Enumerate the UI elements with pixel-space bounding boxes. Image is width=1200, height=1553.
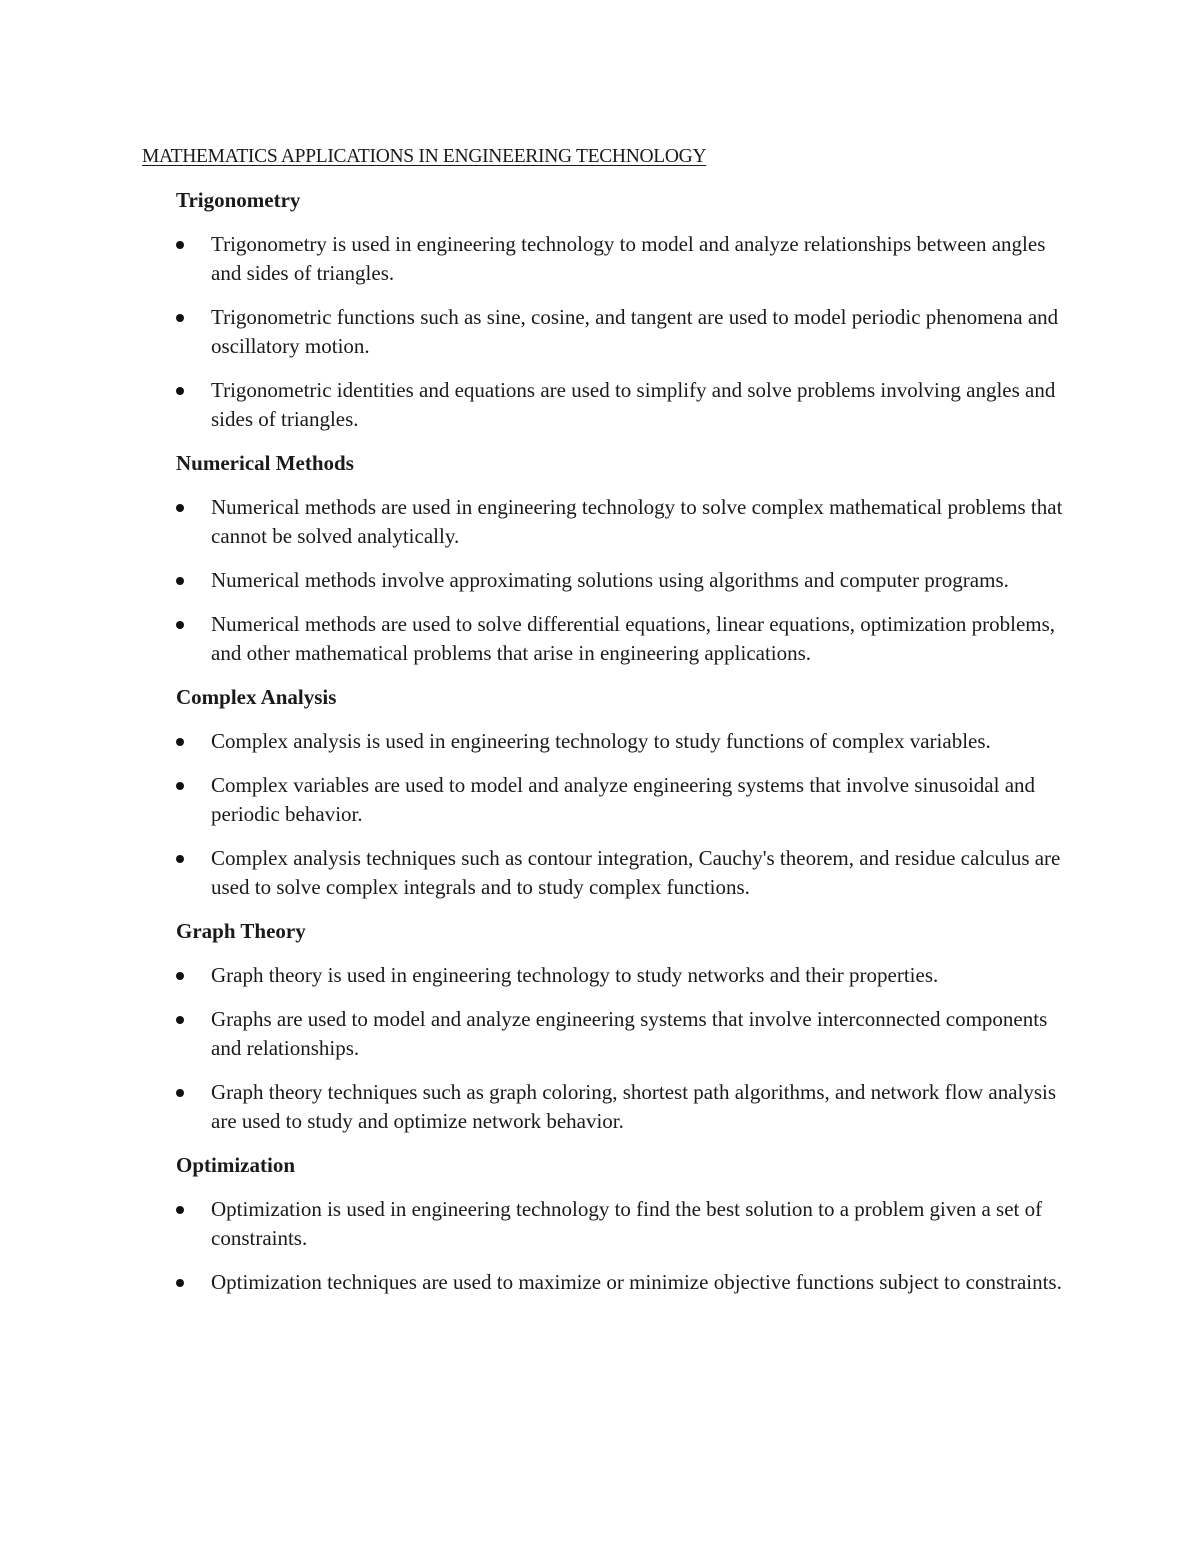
list-item [176,1195,1076,1253]
bullet-icon [176,1089,184,1097]
list-item [176,1078,1076,1136]
list-item-text: Trigonometric functions such as sine, cosine, and tangent are used to model periodic phenomena and oscillatory motion. [211,305,1059,358]
list-item-text: Complex analysis is used in engineering technology to study functions of complex variables. [211,729,991,753]
bullet-list [176,1195,1076,1297]
list-item [176,566,1076,595]
list-item-text: Graphs are used to model and analyze engineering systems that involve interconnected components and relationships. [211,1007,1048,1060]
list-item [176,844,1076,902]
section-optimization [176,1151,1076,1297]
section-heading: Graph Theory [176,919,306,943]
list-item-text: Numerical methods are used in engineering technology to solve complex mathematical problems that cannot be solved analytically. [211,495,1063,548]
list-item [176,961,1076,990]
bullet-icon [176,738,184,746]
list-item [176,493,1076,551]
bullet-icon [176,387,184,395]
bullet-icon [176,1206,184,1214]
list-item [176,727,1076,756]
list-item-text: Trigonometric identities and equations are used to simplify and solve problems involving angles and sides of triangles. [211,378,1056,431]
section-heading: Complex Analysis [176,685,337,709]
section-heading: Numerical Methods [176,451,354,475]
document-body [176,186,1076,1312]
bullet-icon [176,1279,184,1287]
list-item [176,771,1076,829]
section-heading: Optimization [176,1153,295,1177]
section-numerical-methods [176,449,1076,668]
section-complex-analysis [176,683,1076,902]
list-item-text: Numerical methods involve approximating solutions using algorithms and computer programs. [211,568,1009,592]
bullet-list [176,230,1076,434]
bullet-icon [176,504,184,512]
section-trigonometry [176,186,1076,434]
list-item-text: Graph theory is used in engineering technology to study networks and their properties. [211,963,939,987]
bullet-list [176,727,1076,902]
list-item-text: Graph theory techniques such as graph coloring, shortest path algorithms, and network flow analysis are used to study and optimize network behavior. [211,1080,1057,1133]
list-item-text: Optimization is used in engineering technology to find the best solution to a problem given a set of constraints. [211,1197,1043,1250]
section-graph-theory [176,917,1076,1136]
bullet-icon [176,782,184,790]
document-title: MATHEMATICS APPLICATIONS IN ENGINEERING TECHNOLOGY [142,146,707,167]
bullet-icon [176,241,184,249]
list-item-text: Complex analysis techniques such as contour integration, Cauchy's theorem, and residue calculus are used to solve complex integrals and to study complex functions. [211,846,1061,899]
list-item [176,610,1076,668]
list-item-text: Complex variables are used to model and analyze engineering systems that involve sinusoidal and periodic behavior. [211,773,1036,826]
list-item [176,230,1076,288]
list-item-text: Optimization techniques are used to maximize or minimize objective functions subject to constraints. [211,1270,1062,1294]
section-heading: Trigonometry [176,188,301,212]
list-item [176,376,1076,434]
bullet-list [176,961,1076,1136]
list-item [176,303,1076,361]
bullet-icon [176,577,184,585]
bullet-icon [176,1016,184,1024]
bullet-icon [176,972,184,980]
bullet-list [176,493,1076,668]
bullet-icon [176,314,184,322]
list-item-text: Trigonometry is used in engineering technology to model and analyze relationships between angles and sides of triangles. [211,232,1046,285]
list-item [176,1005,1076,1063]
list-item [176,1268,1076,1297]
bullet-icon [176,621,184,629]
list-item-text: Numerical methods are used to solve differential equations, linear equations, optimization problems, and other mathematical problems that arise in engineering applications. [211,612,1056,665]
bullet-icon [176,855,184,863]
